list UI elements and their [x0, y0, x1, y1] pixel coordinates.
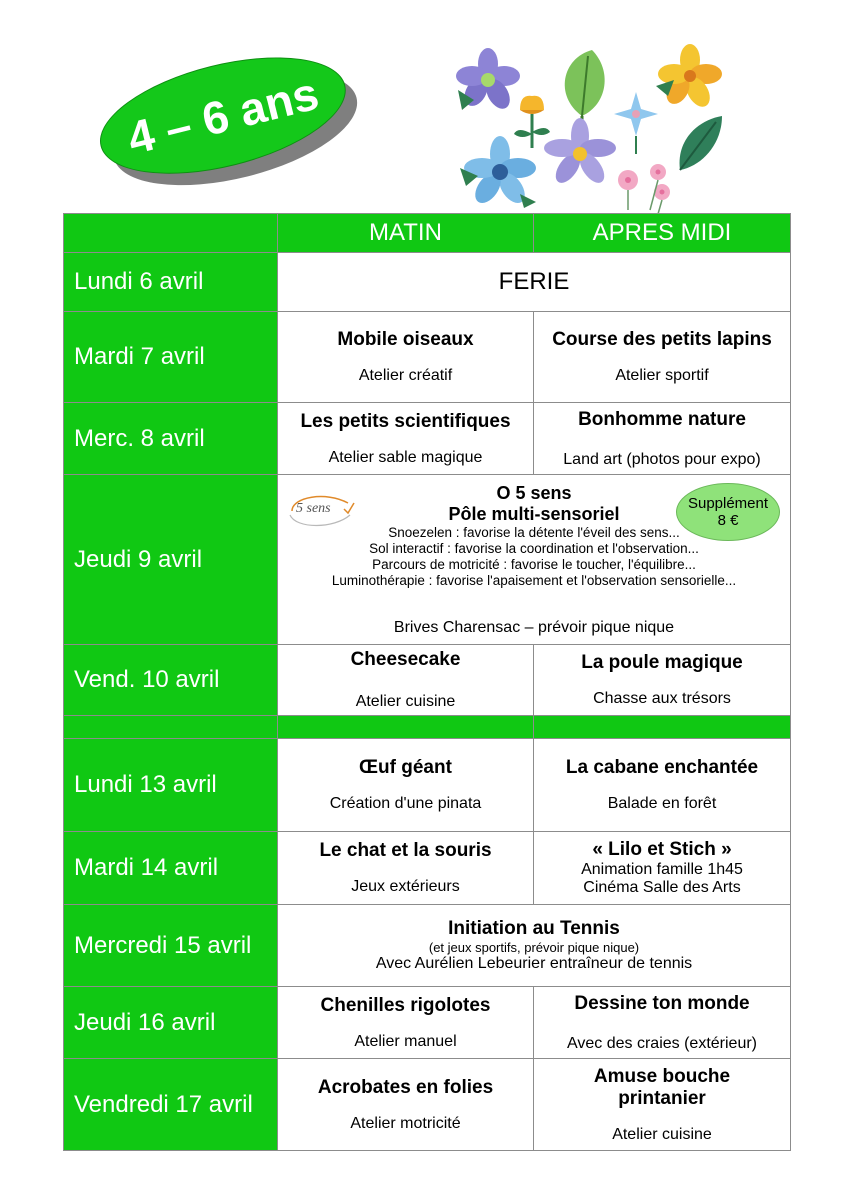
- morning-activity: [278, 645, 534, 716]
- flowers-illustration: [440, 40, 740, 215]
- header-apres-midi: APRES MIDI: [534, 214, 791, 253]
- afternoon-activity: [534, 739, 791, 832]
- pink-flowers-icon: [618, 164, 670, 214]
- table-row: [64, 403, 791, 475]
- activity-title: Bonhomme nature: [578, 408, 746, 430]
- tennis-cell: [278, 905, 791, 987]
- activity-subtitle: Chasse aux trésors: [593, 690, 731, 707]
- header-row: [64, 214, 791, 253]
- activity-title: Mobile oiseaux: [337, 329, 474, 350]
- supplement-badge: [676, 483, 780, 541]
- badge-text: 4 – 6 ans: [122, 66, 324, 165]
- morning-activity: [278, 987, 534, 1059]
- ferie-cell: FERIE: [278, 253, 791, 312]
- morning-activity: [278, 1059, 534, 1151]
- activity-title: La poule magique: [581, 652, 743, 673]
- table-row: [64, 987, 791, 1059]
- table-row: [64, 253, 791, 312]
- purple-flower-icon: [456, 48, 520, 113]
- activity-title: Amuse bouche: [593, 1065, 731, 1087]
- week-separator: [64, 716, 791, 739]
- blue-flower-icon: [614, 92, 658, 154]
- small-yellow-flower-icon: [514, 96, 550, 148]
- activity-title-line2: printanier: [618, 1087, 706, 1109]
- activity-title: Chenilles rigolotes: [320, 994, 491, 1016]
- pole-line: Luminothérapie : favorise l'apaisement et l'observation sensorielle...: [331, 573, 737, 588]
- activity-subtitle: Atelier créatif: [358, 367, 453, 384]
- table-row: [64, 475, 791, 645]
- header-matin: MATIN: [278, 214, 534, 253]
- morning-activity: [278, 312, 534, 403]
- activity-title: Acrobates en folies: [317, 1076, 494, 1098]
- activity-subtitle: Land art (photos pour expo): [563, 450, 761, 468]
- activity-title: Le chat et la souris: [319, 840, 492, 861]
- day-label: Lundi 13 avril: [64, 739, 278, 832]
- morning-activity: [278, 403, 534, 475]
- day-label: Mardi 7 avril: [64, 312, 278, 403]
- activity-subtitle: Atelier sportif: [615, 367, 709, 384]
- table-row: [64, 905, 791, 987]
- activity-subtitle: Atelier cuisine: [355, 693, 456, 710]
- activity-subtitle: Avec des craies (extérieur): [567, 1034, 757, 1052]
- activity-subtitle: Balade en forêt: [607, 795, 717, 812]
- five-senses-logo: [286, 489, 356, 529]
- table-row: [64, 645, 791, 716]
- pole-line: Sol interactif : favorise la coordination et l'observation...: [369, 541, 699, 556]
- pole-title: O 5 sens: [496, 483, 572, 503]
- afternoon-activity: [534, 645, 791, 716]
- activity-subtitle: Jeux extérieurs: [351, 878, 460, 895]
- afternoon-activity: [534, 987, 791, 1059]
- table-row: [64, 312, 791, 403]
- day-label: Vend. 10 avril: [64, 645, 278, 716]
- activity-title: La cabane enchantée: [565, 757, 759, 778]
- morning-activity: [278, 832, 534, 905]
- afternoon-activity: [534, 403, 791, 475]
- pole-line: Snoezelen : favorise la détente l'éveil des sens...: [388, 525, 680, 540]
- activity-title: Dessine ton monde: [574, 992, 750, 1014]
- header-empty: [64, 214, 278, 253]
- activity-subtitle: Avec Aurélien Lebeurier entraîneur de tennis: [375, 955, 693, 972]
- dark-leaf-icon: [680, 116, 722, 170]
- activity-title: Initiation au Tennis: [448, 918, 620, 939]
- activity-subtitle: Atelier motricité: [350, 1114, 461, 1132]
- day-label: Jeudi 9 avril: [64, 475, 278, 645]
- table-row: [64, 1059, 791, 1151]
- activity-subtitle: Atelier sable magique: [328, 448, 483, 466]
- pole-subtitle: Pôle multi-sensoriel: [448, 504, 620, 524]
- activity-subtitle: Cinéma Salle des Arts: [583, 879, 741, 896]
- schedule-table: [63, 213, 791, 1151]
- activity-subtitle: Atelier manuel: [354, 1032, 457, 1050]
- yellow-flower-icon: [656, 44, 722, 111]
- activity-subtitle: Animation famille 1h45: [581, 861, 743, 878]
- day-label: Mardi 14 avril: [64, 832, 278, 905]
- leaf-icon: [565, 50, 605, 124]
- activity-subtitle: Atelier cuisine: [612, 1125, 712, 1143]
- day-label: Mercredi 15 avril: [64, 905, 278, 987]
- pole-location: Brives Charensac – prévoir pique nique: [393, 619, 675, 636]
- activity-title: Cheesecake: [350, 649, 461, 670]
- activity-title: Œuf géant: [359, 757, 452, 778]
- afternoon-activity: [534, 312, 791, 403]
- age-badge: [88, 31, 381, 222]
- logo-text: 5 sens: [296, 501, 331, 516]
- pole-line: Parcours de motricité : favorise le toucher, l'équilibre...: [372, 557, 696, 572]
- lavender-flower-icon: [544, 118, 616, 187]
- day-label: Merc. 8 avril: [64, 403, 278, 475]
- day-label: Lundi 6 avril: [64, 253, 278, 312]
- morning-activity: [278, 739, 534, 832]
- supplement-label: Supplément: [687, 495, 769, 512]
- activity-title: Course des petits lapins: [552, 329, 772, 350]
- sensory-pole-cell: [278, 475, 791, 645]
- supplement-price: 8 €: [717, 512, 739, 529]
- afternoon-activity: [534, 832, 791, 905]
- activity-title: « Lilo et Stich »: [592, 839, 732, 860]
- activity-subtitle: Création d'une pinata: [329, 795, 482, 812]
- table-row: [64, 739, 791, 832]
- activity-note: (et jeux sportifs, prévoir pique nique): [428, 940, 640, 955]
- day-label: Jeudi 16 avril: [64, 987, 278, 1059]
- big-blue-flower-icon: [460, 136, 536, 208]
- activity-title: Les petits scientifiques: [300, 410, 511, 432]
- table-row: [64, 832, 791, 905]
- day-label: Vendredi 17 avril: [64, 1059, 278, 1151]
- afternoon-activity: [534, 1059, 791, 1151]
